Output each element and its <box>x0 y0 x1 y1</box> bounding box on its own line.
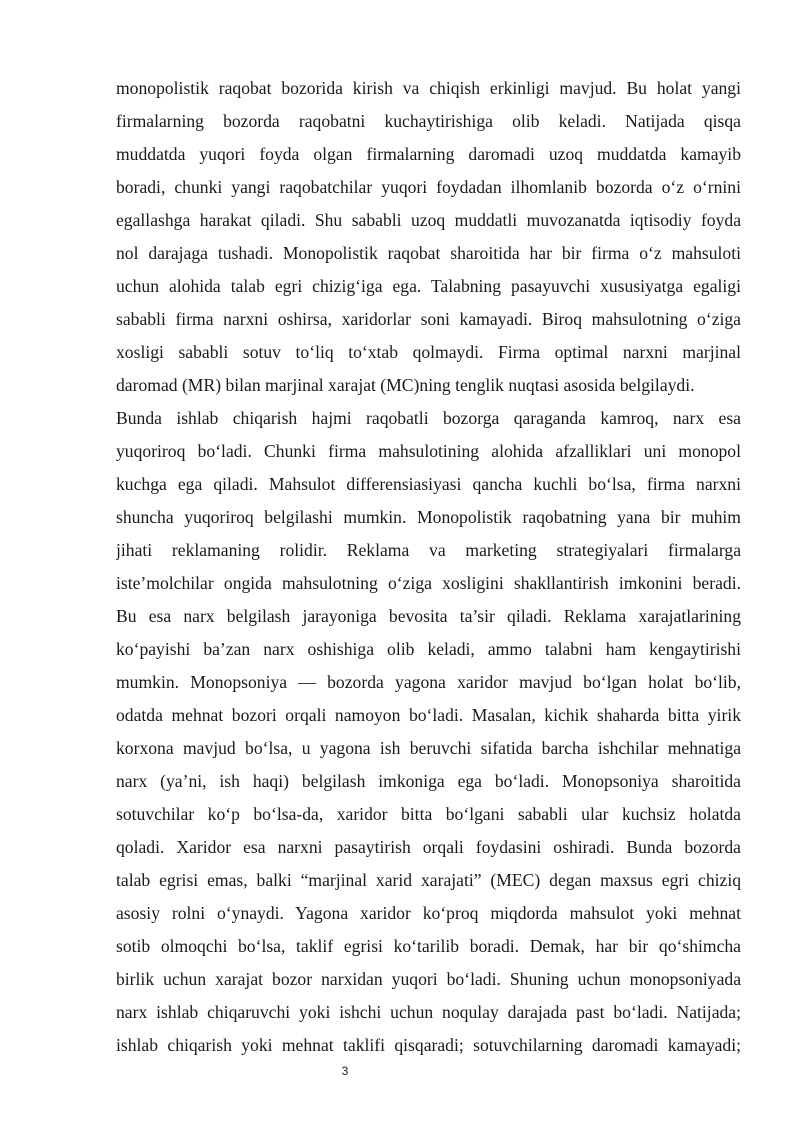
text-line: boradi, chunki yangi raqobatchilar yuqori foydadan ilhomlanib bozorda o‘z o‘rnini <box>116 177 741 197</box>
text-line: qoladi. Xaridor esa narxni pasaytirish orqali foydasini oshiradi. Bunda bozorda <box>116 837 741 857</box>
text-line: jihati reklamaning rolidir. Reklama va marketing strategiyalari firmalarga <box>116 540 741 560</box>
text-line: mumkin. Monopsoniya — bozorda yagona xaridor mavjud bo‘lgan holat bo‘lib, <box>116 672 741 692</box>
text-line: narx ishlab chiqaruvchi yoki ishchi uchun noqulay darajada past bo‘ladi. Natijada; <box>116 1002 741 1022</box>
text-line: monopolistik raqobat bozorida kirish va chiqish erkinligi mavjud. Bu holat yangi <box>116 78 741 98</box>
text-line: iste’molchilar ongida mahsulotning o‘ziga xosligini shakllantirish imkonini beradi. <box>116 573 741 593</box>
text-line: sotib olmoqchi bo‘lsa, taklif egrisi ko‘tarilib boradi. Demak, har bir qo‘shimcha <box>116 936 741 956</box>
text-line: muddatda yuqori foyda olgan firmalarning daromadi uzoq muddatda kamayib <box>116 144 741 164</box>
page-number: 3 <box>341 1064 349 1078</box>
text-line: sotuvchilar ko‘p bo‘lsa-da, xaridor bitta bo‘lgani sababli ular kuchsiz holatda <box>116 804 741 824</box>
text-line: nol darajaga tushadi. Monopolistik raqobat sharoitida har bir firma o‘z mahsuloti <box>116 243 741 263</box>
text-line: birlik uchun xarajat bozor narxidan yuqori bo‘ladi. Shuning uchun monopsoniyada <box>116 969 741 989</box>
text-line: xosligi sababli sotuv to‘liq to‘xtab qolmaydi. Firma optimal narxni marjinal <box>116 342 741 362</box>
text-line: korxona mavjud bo‘lsa, u yagona ish beruvchi sifatida barcha ishchilar mehnatiga <box>116 738 741 758</box>
text-line: Bunda ishlab chiqarish hajmi raqobatli bozorga qaraganda kamroq, narx esa <box>116 408 741 428</box>
text-line: asosiy rolni o‘ynaydi. Yagona xaridor ko‘proq miqdorda mahsulot yoki mehnat <box>116 903 741 923</box>
text-line: kuchga ega qiladi. Mahsulot differensiasiyasi qancha kuchli bo‘lsa, firma narxni <box>116 474 741 494</box>
text-line: narx (ya’ni, ish haqi) belgilash imkoniga ega bo‘ladi. Monopsoniya sharoitida <box>116 771 741 791</box>
text-line: egallashga harakat qiladi. Shu sababli uzoq muddatli muvozanatda iqtisodiy foyda <box>116 210 741 230</box>
text-line: firmalarning bozorda raqobatni kuchaytirishiga olib keladi. Natijada qisqa <box>116 111 741 131</box>
text-line: ishlab chiqarish yoki mehnat taklifi qisqaradi; sotuvchilarning daromadi kamayadi; <box>116 1035 741 1055</box>
text-line: Bu esa narx belgilash jarayoniga bevosita ta’sir qiladi. Reklama xarajatlarining <box>116 606 741 626</box>
text-line: talab egrisi emas, balki “marjinal xarid xarajati” (MEC) degan maxsus egri chiziq <box>116 870 741 890</box>
text-line: shuncha yuqoriroq belgilashi mumkin. Monopolistik raqobatning yana bir muhim <box>116 507 741 527</box>
text-line: uchun alohida talab egri chizig‘iga ega. Talabning pasayuvchi xususiyatga egaligi <box>116 276 741 296</box>
body-text <box>116 72 741 1062</box>
text-line: odatda mehnat bozori orqali namoyon bo‘ladi. Masalan, kichik shaharda bitta yirik <box>116 705 741 725</box>
text-line: daromad (MR) bilan marjinal xarajat (MC)ning tenglik nuqtasi asosida belgilaydi. <box>116 375 695 395</box>
text-line: sababli firma narxni oshirsa, xaridorlar soni kamayadi. Biroq mahsulotning o‘ziga <box>116 309 741 329</box>
text-line: ko‘payishi ba’zan narx oshishiga olib keladi, ammo talabni ham kengaytirishi <box>116 639 741 659</box>
text-line: yuqoriroq bo‘ladi. Chunki firma mahsulotining alohida afzalliklari uni monopol <box>116 441 741 461</box>
